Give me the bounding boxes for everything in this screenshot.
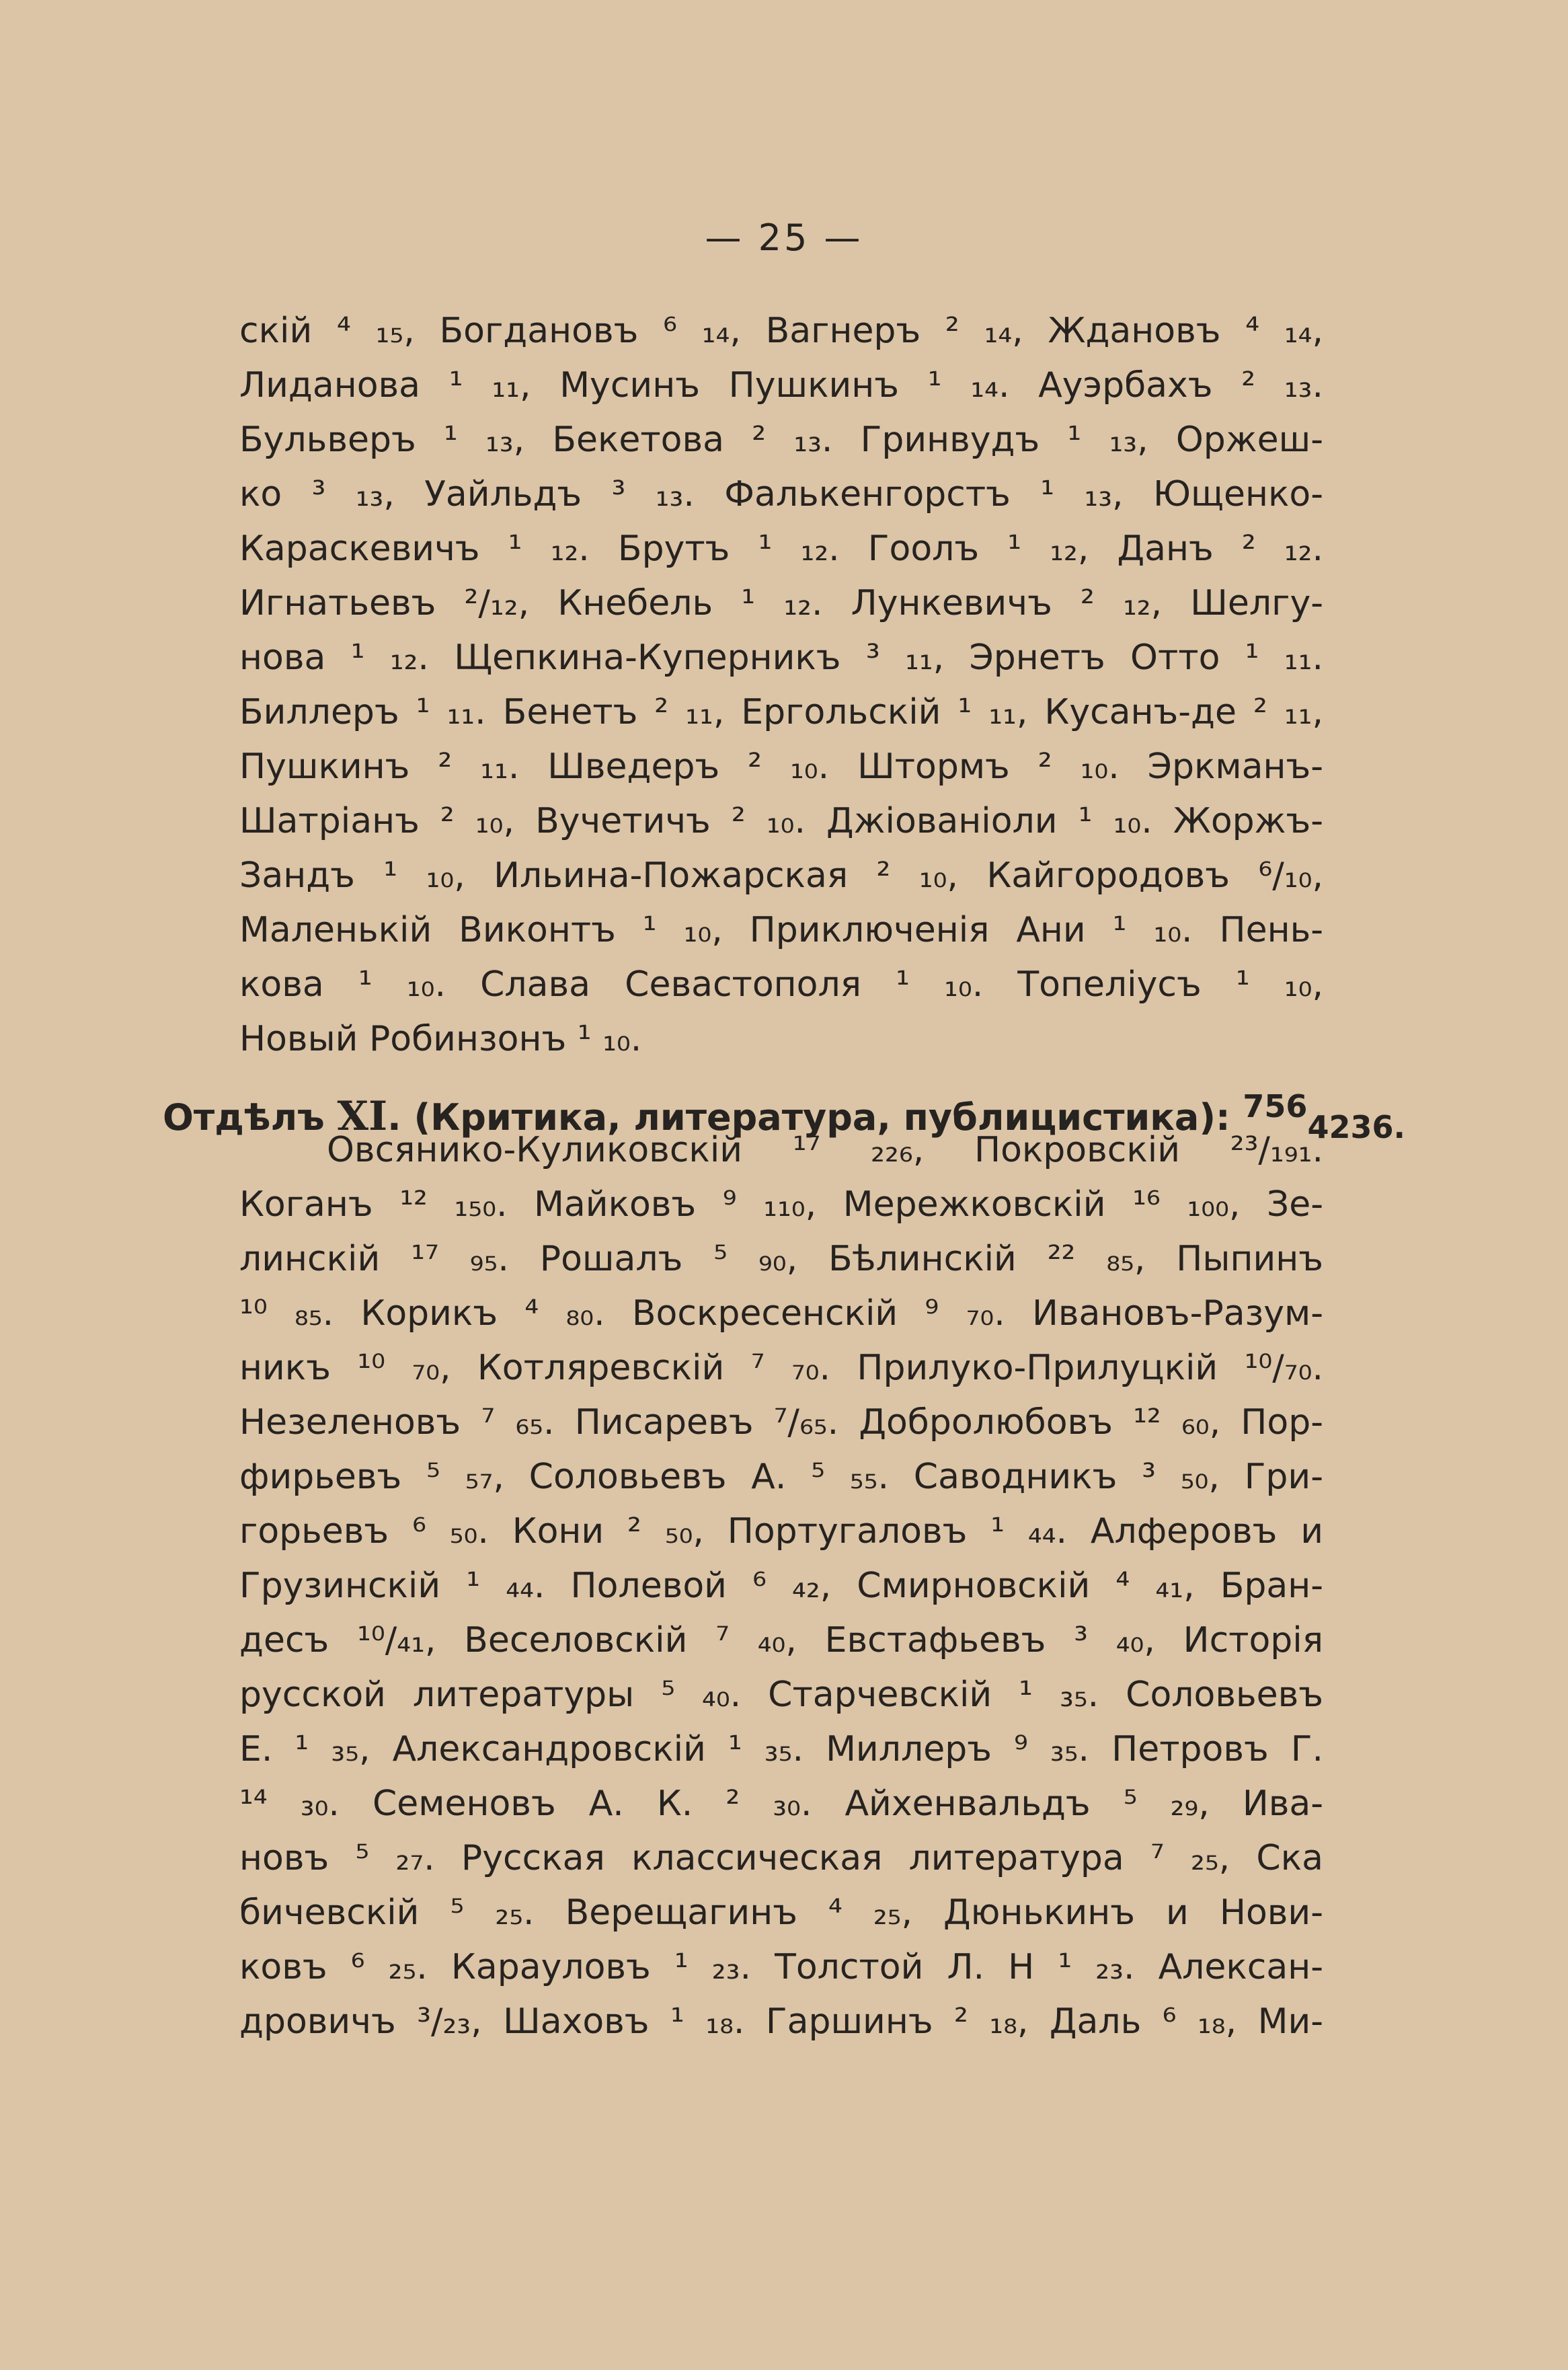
heading-count-subscript: 4236. <box>1307 1108 1405 1145</box>
heading-roman-numeral: XI <box>337 1093 388 1140</box>
text-line: Шатріанъ ² ₁₀, Вучетичъ ² ₁₀. Джіованіоли ¹ ₁₀. Жоржъ- <box>239 801 1323 841</box>
text-line: горьевъ ⁶ ₅₀. Кони ² ₅₀, Португаловъ ¹ ₄₄. Алферовъ и <box>239 1511 1323 1552</box>
heading-title: . (Критика, литература, публицистика): <box>387 1096 1230 1139</box>
text-line: Караскевичъ ¹ ₁₂. Брутъ ¹ ₁₂. Гоолъ ¹ ₁₂, Данъ ² ₁₂. <box>239 529 1323 569</box>
text-line: ¹⁰ ₈₅. Корикъ ⁴ ₈₀. Воскресенскій ⁹ ₇₀. Ивановъ-Разум- <box>239 1293 1323 1334</box>
section-11-body <box>239 1123 1323 2049</box>
text-line: Игнатьевъ ²/₁₂, Кнебель ¹ ₁₂. Лункевичъ ² ₁₂, Шелгу- <box>239 583 1323 623</box>
text-line: новъ ⁵ ₂₇. Русская классическая литература ⁷ ₂₅, Ска <box>239 1838 1323 1878</box>
text-line: скій ⁴ ₁₅, Богдановъ ⁶ ₁₄, Вагнеръ ² ₁₄, Ждановъ ⁴ ₁₄, <box>239 311 1323 351</box>
text-line: Грузинскій ¹ ₄₄. Полевой ⁶ ₄₂, Смирновскій ⁴ ₄₁, Бран- <box>239 1566 1323 1606</box>
text-line: Овсянико-Куликовскій ¹⁷ ₂₂₆, Покровскій ²³/₁₉₁. <box>327 1130 1323 1170</box>
text-line: Зандъ ¹ ₁₀, Ильина-Пожарская ² ₁₀, Кайгородовъ ⁶/₁₀, <box>239 855 1323 896</box>
text-line: Маленькій Виконтъ ¹ ₁₀, Приключенія Ани ¹ ₁₀. Пень- <box>239 910 1323 950</box>
text-line: линскій ¹⁷ ₉₅. Рошалъ ⁵ ₉₀, Бѣлинскій ²² ₈₅, Пыпинъ <box>239 1239 1323 1279</box>
text-line: Биллеръ ¹ ₁₁. Бенетъ ² ₁₁, Ергольскій ¹ ₁₁, Кусанъ-де ² ₁₁, <box>239 692 1323 732</box>
text-line: бичевскій ⁵ ₂₅. Верещагинъ ⁴ ₂₅, Дюнькинъ и Нови- <box>239 1893 1323 1933</box>
text-line: никъ ¹⁰ ₇₀, Котляревскій ⁷ ₇₀. Прилуко-Прилуцкій ¹⁰/₇₀. <box>239 1348 1323 1388</box>
text-line: Е. ¹ ₃₅, Александровскій ¹ ₃₅. Миллеръ ⁹ ₃₅. Петровъ Г. <box>239 1729 1323 1769</box>
section-10-continuation <box>239 304 1323 1067</box>
text-line: Новый Робинзонъ ¹ ₁₀. <box>239 1019 642 1059</box>
text-line: Коганъ ¹² ₁₅₀. Майковъ ⁹ ₁₁₀, Мережковскій ¹⁶ ₁₀₀, Зе- <box>239 1184 1323 1225</box>
text-line: десъ ¹⁰/₄₁, Веселовскій ⁷ ₄₀, Евстафьевъ ³ ₄₀, Исторія <box>239 1620 1323 1660</box>
text-line: ко ³ ₁₃, Уайльдъ ³ ₁₃. Фалькенгорстъ ¹ ₁₃, Ющенко- <box>239 474 1323 514</box>
heading-count-superscript: 756 <box>1243 1088 1308 1124</box>
text-line: кова ¹ ₁₀. Слава Севастополя ¹ ₁₀. Топеліусъ ¹ ₁₀, <box>239 964 1323 1005</box>
text-line: Лиданова ¹ ₁₁, Мусинъ Пушкинъ ¹ ₁₄. Ауэрбахъ ² ₁₃. <box>239 365 1323 406</box>
text-line: ¹⁴ ₃₀. Семеновъ А. К. ² ₃₀. Айхенвальдъ ⁵ ₂₉, Ива- <box>239 1784 1323 1824</box>
text-line: ковъ ⁶ ₂₅. Карауловъ ¹ ₂₃. Толстой Л. Н ¹ ₂₃. Алексан- <box>239 1947 1323 1987</box>
heading-prefix: Отдѣлъ <box>163 1096 325 1139</box>
text-line: Пушкинъ ² ₁₁. Шведеръ ² ₁₀. Штормъ ² ₁₀. Эркманъ- <box>239 747 1323 787</box>
page-number: — 25 — <box>705 217 863 259</box>
text-line: русской литературы ⁵ ₄₀. Старчевскій ¹ ₃₅. Соловьевъ <box>239 1675 1323 1715</box>
text-line: дровичъ ³/₂₃, Шаховъ ¹ ₁₈. Гаршинъ ² ₁₈, Даль ⁶ ₁₈, Ми- <box>239 2001 1323 2042</box>
text-line: нова ¹ ₁₂. Щепкина-Куперникъ ³ ₁₁, Эрнетъ Отто ¹ ₁₁. <box>239 638 1323 678</box>
text-line: Бульверъ ¹ ₁₃, Бекетова ² ₁₃. Гринвудъ ¹ ₁₃, Оржеш- <box>239 420 1323 460</box>
text-line: фирьевъ ⁵ ₅₇, Соловьевъ А. ⁵ ₅₅. Саводникъ ³ ₅₀, Гри- <box>239 1457 1323 1497</box>
text-line: Незеленовъ ⁷ ₆₅. Писаревъ ⁷/₆₅. Добролюбовъ ¹² ₆₀, Пор- <box>239 1402 1323 1443</box>
